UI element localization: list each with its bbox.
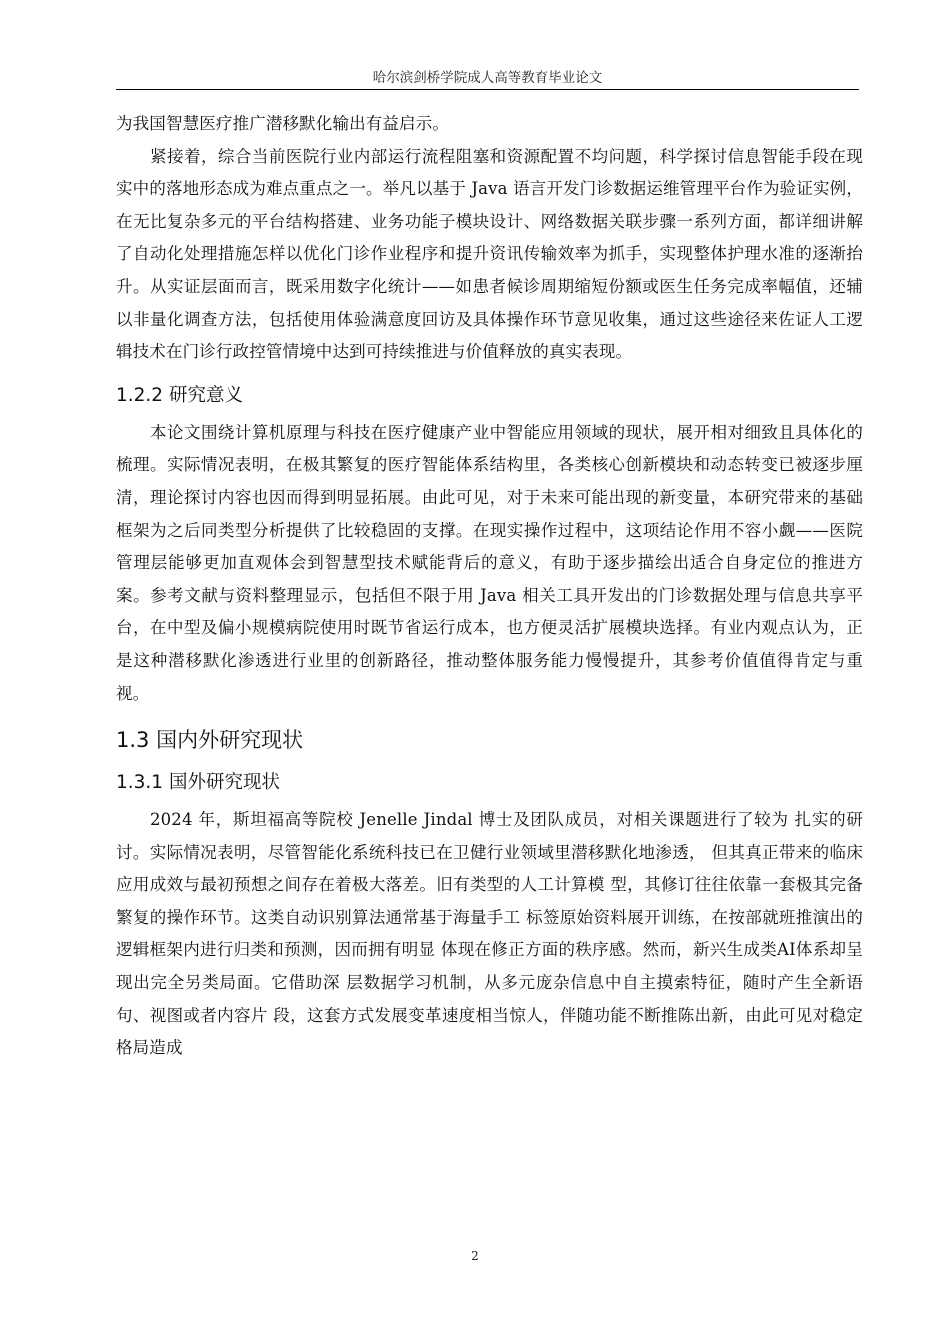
section-heading-1-3: 1.3 国内外研究现状 bbox=[116, 728, 304, 753]
paragraph-research-method: 紧接着，综合当前医院行业内部运行流程阻塞和资源配置不均问题，科学探讨信息智能手段在现实中的落地形态成为难点重点之一。举凡以基于 Java 语言开发门诊数据运维管理平台作为验证实例，在无比复杂多元的平台结构搭建、业务功能子模块设计、网络数据关联步骤一系列方面，都详细讲解了自动化处理措施怎样以优化门诊作业程序和提升资讯传输效率为抓手，实现整体护理水准的逐渐抬升。从实证层面而言，既采用数字化统计——如患者候诊周期缩短份额或医生任务完成率幅值，还辅以非量化调查方法，包括使用体验满意度回访及具体操作环节意见收集，通过这些途径来佐证人工逻辑技术在门诊行政控管情境中达到可持续推进与价值释放的真实表现。 bbox=[116, 146, 863, 362]
page-number: 2 bbox=[471, 1249, 479, 1263]
document-body bbox=[116, 108, 863, 1065]
paragraph-foreign-research: 2024 年，斯坦福高等院校 Jenelle Jindal 博士及团队成员，对相关课题进行了较为 扎实的研讨。实际情况表明，尽管智能化系统科技已在卫健行业领域里潜移默化地渗透， 但其真正带来的临床应用成效与最初预想之间存在着极大落差。旧有类型的人工计算模 型，其修订往往依靠一套极其完备繁复的操作环节。这类自动识别算法通常基于海量手工 标签原始资料展开训练，在按部就班推演出的逻辑框架内进行归类和预测，因而拥有明显 体现在修正方面的秩序感。然而，新兴生成类AI体系却呈现出完全另类局面。它借助深 层数据学习机制，从多元庞杂信息中自主摸索特征，随时产生全新语句、视图或者内容片 段，这套方式发展变革速度相当惊人，伴随功能不断推陈出新，由此可见对稳定格局造成 bbox=[116, 810, 863, 1058]
paragraph-continuation: 为我国智慧医疗推广潜移默化输出有益启示。 bbox=[116, 114, 449, 133]
section-heading-1-2-2: 1.2.2 研究意义 bbox=[116, 384, 243, 406]
page-header: 哈尔滨剑桥学院成人高等教育毕业论文 bbox=[372, 70, 603, 86]
header-divider bbox=[116, 89, 859, 90]
paragraph-research-significance: 本论文围绕计算机原理与科技在医疗健康产业中智能应用领域的现状，展开相对细致且具体化的梳理。实际情况表明，在极其繁复的医疗智能体系结构里，各类核心创新模块和动态转变已被逐步厘清，理论探讨内容也因而得到明显拓展。由此可见，对于未来可能出现的新变量，本研究带来的基础框架为之后同类型分析提供了比较稳固的支撑。在现实操作过程中，这项结论作用不容小觑——医院管理层能够更加直观体会到智慧型技术赋能背后的意义，有助于逐步描绘出适合自身定位的推进方案。参考文献与资料整理显示，包括但不限于用 Java 相关工具开发出的门诊数据处理与信息共享平台，在中型及偏小规模病院使用时既节省运行成本，也方便灵活扩展模块选择。有业内观点认为，正是这种潜移默化渗透进行业里的创新路径，推动整体服务能力慢慢提升，其参考价值值得肯定与重视。 bbox=[116, 422, 863, 703]
section-heading-1-3-1: 1.3.1 国外研究现状 bbox=[116, 772, 280, 794]
